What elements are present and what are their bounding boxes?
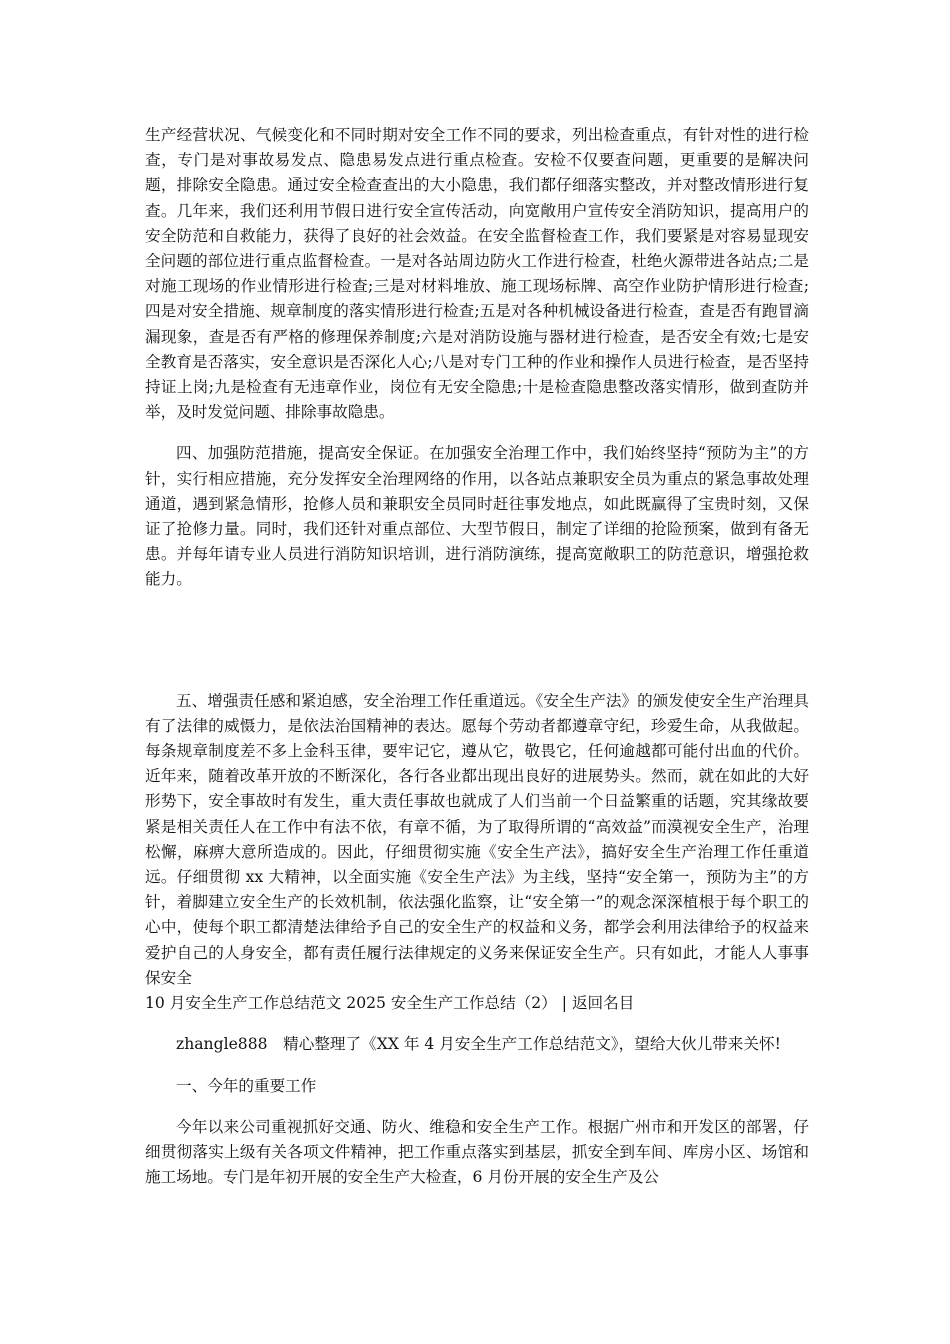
paragraph-safety-inspection: 生产经营状况、气候变化和不同时期对安全工作不同的要求，列出检查重点，有针对性的进行检查，专门是对事故易发点、隐患易发点进行重点检查。安检不仅要查问题，更重要的是解决问题，排除安全隐患。通过安全检查查出的大小隐患，我们都仔细落实整改，并对整改情形进行复查。几年来，我们还利用节假日进行安全宣传活动，向宽敞用户宣传安全消防知识，提高用户的安全防范和自救能力，获得了良好的社会效益。在安全监督检查工作，我们要紧是对容易显现安全问题的部位进行重点监督检查。一是对各站周边防火工作进行检查，杜绝火源带进各站点;二是对施工现场的作业情形进行检查;三是对材料堆放、施工现场标牌、高空作业防护情形进行检查;四是对安全措施、规章制度的落实情形进行检查;五是对各种机械设备进行检查，查是否有跑冒滴漏现象，查是否有严格的修理保养制度;六是对消防设施与器材进行检查，是否安全有效;七是安全教育是否落实，安全意识是否深化人心;八是对专门工种的作业和操作人员进行检查，是否坚持持证上岗;九是检查有无违章作业，岗位有无安全隐患;十是检查隐患整改落实情形，做到查防并举，及时发觉问题、排除事故隐患。 (145, 126, 809, 422)
paragraph-this-year: 今年以来公司重视抓好交通、防火、维稳和安全生产工作。根据广州市和开发区的部署，仔细贯彻落实上级有关各项文件精神，把工作重点落实到基层，抓安全到车间、库房小区、场馆和施工场地。专门是年初开展的安全生产大检查，6 月份开展的安全生产及公 (145, 1117, 809, 1187)
document-page (145, 123, 809, 1190)
paragraph-prevention-measures: 四、加强防范措施，提高安全保证。在加强安全治理工作中，我们始终坚持“预防为主”的方针，实行相应措施，充分发挥安全治理网络的作用，以各站点兼职安全员为重点的紧急事故处理通道，遇到紧急情形，抢修人员和兼职安全员同时赶往事发地点，如此既赢得了宝贵时刻，又保证了抢修力量。同时，我们还针对重点部位、大型节假日，制定了详细的抢险预案，做到有备无患。并每年请专业人员进行消防知识培训，进行消防演练，提高宽敞职工的防范意识，增强抢救能力。 (145, 444, 809, 589)
paragraph-responsibility: 五、增强责任感和紧迫感，安全治理工作任重道远。《安全生产法》的颁发使安全生产治理具有了法律的威慑力，是依法治国精神的表达。愿每个劳动者都遵章守纪，珍爱生命，从我做起。每条规章制度差不多上金科玉律，要牢记它，遵从它，敬畏它，任何逾越都可能付出血的代价。近年来，随着改革开放的不断深化，各行各业都出现出良好的进展势头。然而，就在如此的大好形势下，安全事故时有发生，重大责任事故也就成了人们当前一个日益繁重的话题，究其缘故要紧是相关责任人在工作中有法不依，有章不循，为了取得所谓的“高效益”而漠视安全生产，治理松懈，麻痹大意所造成的。因此，仔细贯彻实施《安全生产法》，搞好安全生产治理工作任重道远。仔细贯彻 xx 大精神，以全面实施《安全生产法》为主线，坚持“安全第一，预防为主”的方针，着脚建立安全生产的长效机制，依法强化监察，让“安全第一”的观念深深植根于每个职工的心中，使每个职工都清楚法律给予自己的安全生产的权益和义务，都学会利用法律给予的权益来爱护自己的人身安全，都有责任履行法律规定的义务来保证安全生产。只有如此，才能人人事事保安全 (145, 691, 809, 987)
paragraph-spacer (145, 1016, 809, 1032)
section-heading: 一、今年的重要工作 (176, 1076, 317, 1095)
paragraph-spacer (145, 425, 809, 441)
paragraph-spacer (145, 1058, 809, 1074)
article-title-link-line[interactable]: 10 月安全生产工作总结范文 2025 安全生产工作总结（2） | 返回名目 (145, 994, 635, 1013)
paragraph-spacer (145, 1099, 809, 1115)
paragraph-spacer (145, 593, 809, 689)
author-intro: zhangle888 精心整理了《XX 年 4 月安全生产工作总结范文》，望给大伙儿带来关怀! (176, 1035, 781, 1054)
